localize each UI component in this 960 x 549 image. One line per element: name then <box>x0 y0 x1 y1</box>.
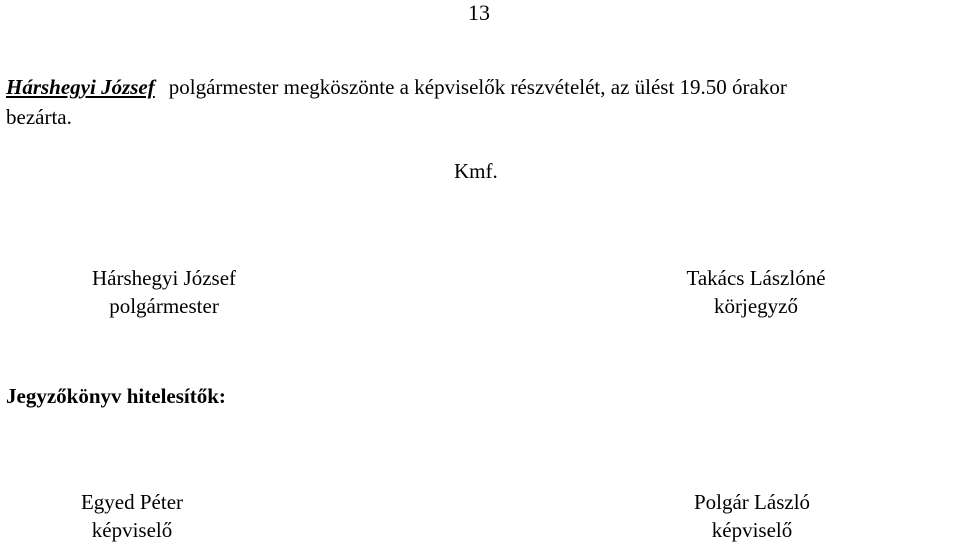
speaker-name: Hárshegyi József <box>6 75 155 99</box>
kmf-label: Kmf. <box>454 159 498 183</box>
authenticators-heading: Jegyzőkönyv hitelesítők: <box>6 384 226 408</box>
notary-title: körjegyző <box>714 294 798 318</box>
closing-paragraph <box>6 72 787 132</box>
authenticator-2-title: képviselő <box>711 518 793 542</box>
authenticator-1-title: képviselő <box>91 518 173 542</box>
authenticator-2-name: Polgár László <box>693 490 811 514</box>
signature-block-mayor <box>44 264 284 320</box>
signature-block-authenticator-1 <box>32 488 232 544</box>
page-number: 13 <box>468 0 490 25</box>
closing-text-line2: bezárta. <box>6 105 72 129</box>
mayor-name: Hárshegyi József <box>91 266 237 290</box>
signature-block-authenticator-2 <box>652 488 852 544</box>
notary-name: Takács Lászlóné <box>686 266 826 290</box>
mayor-title: polgármester <box>109 294 219 318</box>
signature-block-notary <box>636 264 876 320</box>
authenticator-1-name: Egyed Péter <box>80 490 184 514</box>
closing-text-line1: polgármester megköszönte a képviselők részvételét, az ülést 19.50 órakor <box>168 75 787 99</box>
